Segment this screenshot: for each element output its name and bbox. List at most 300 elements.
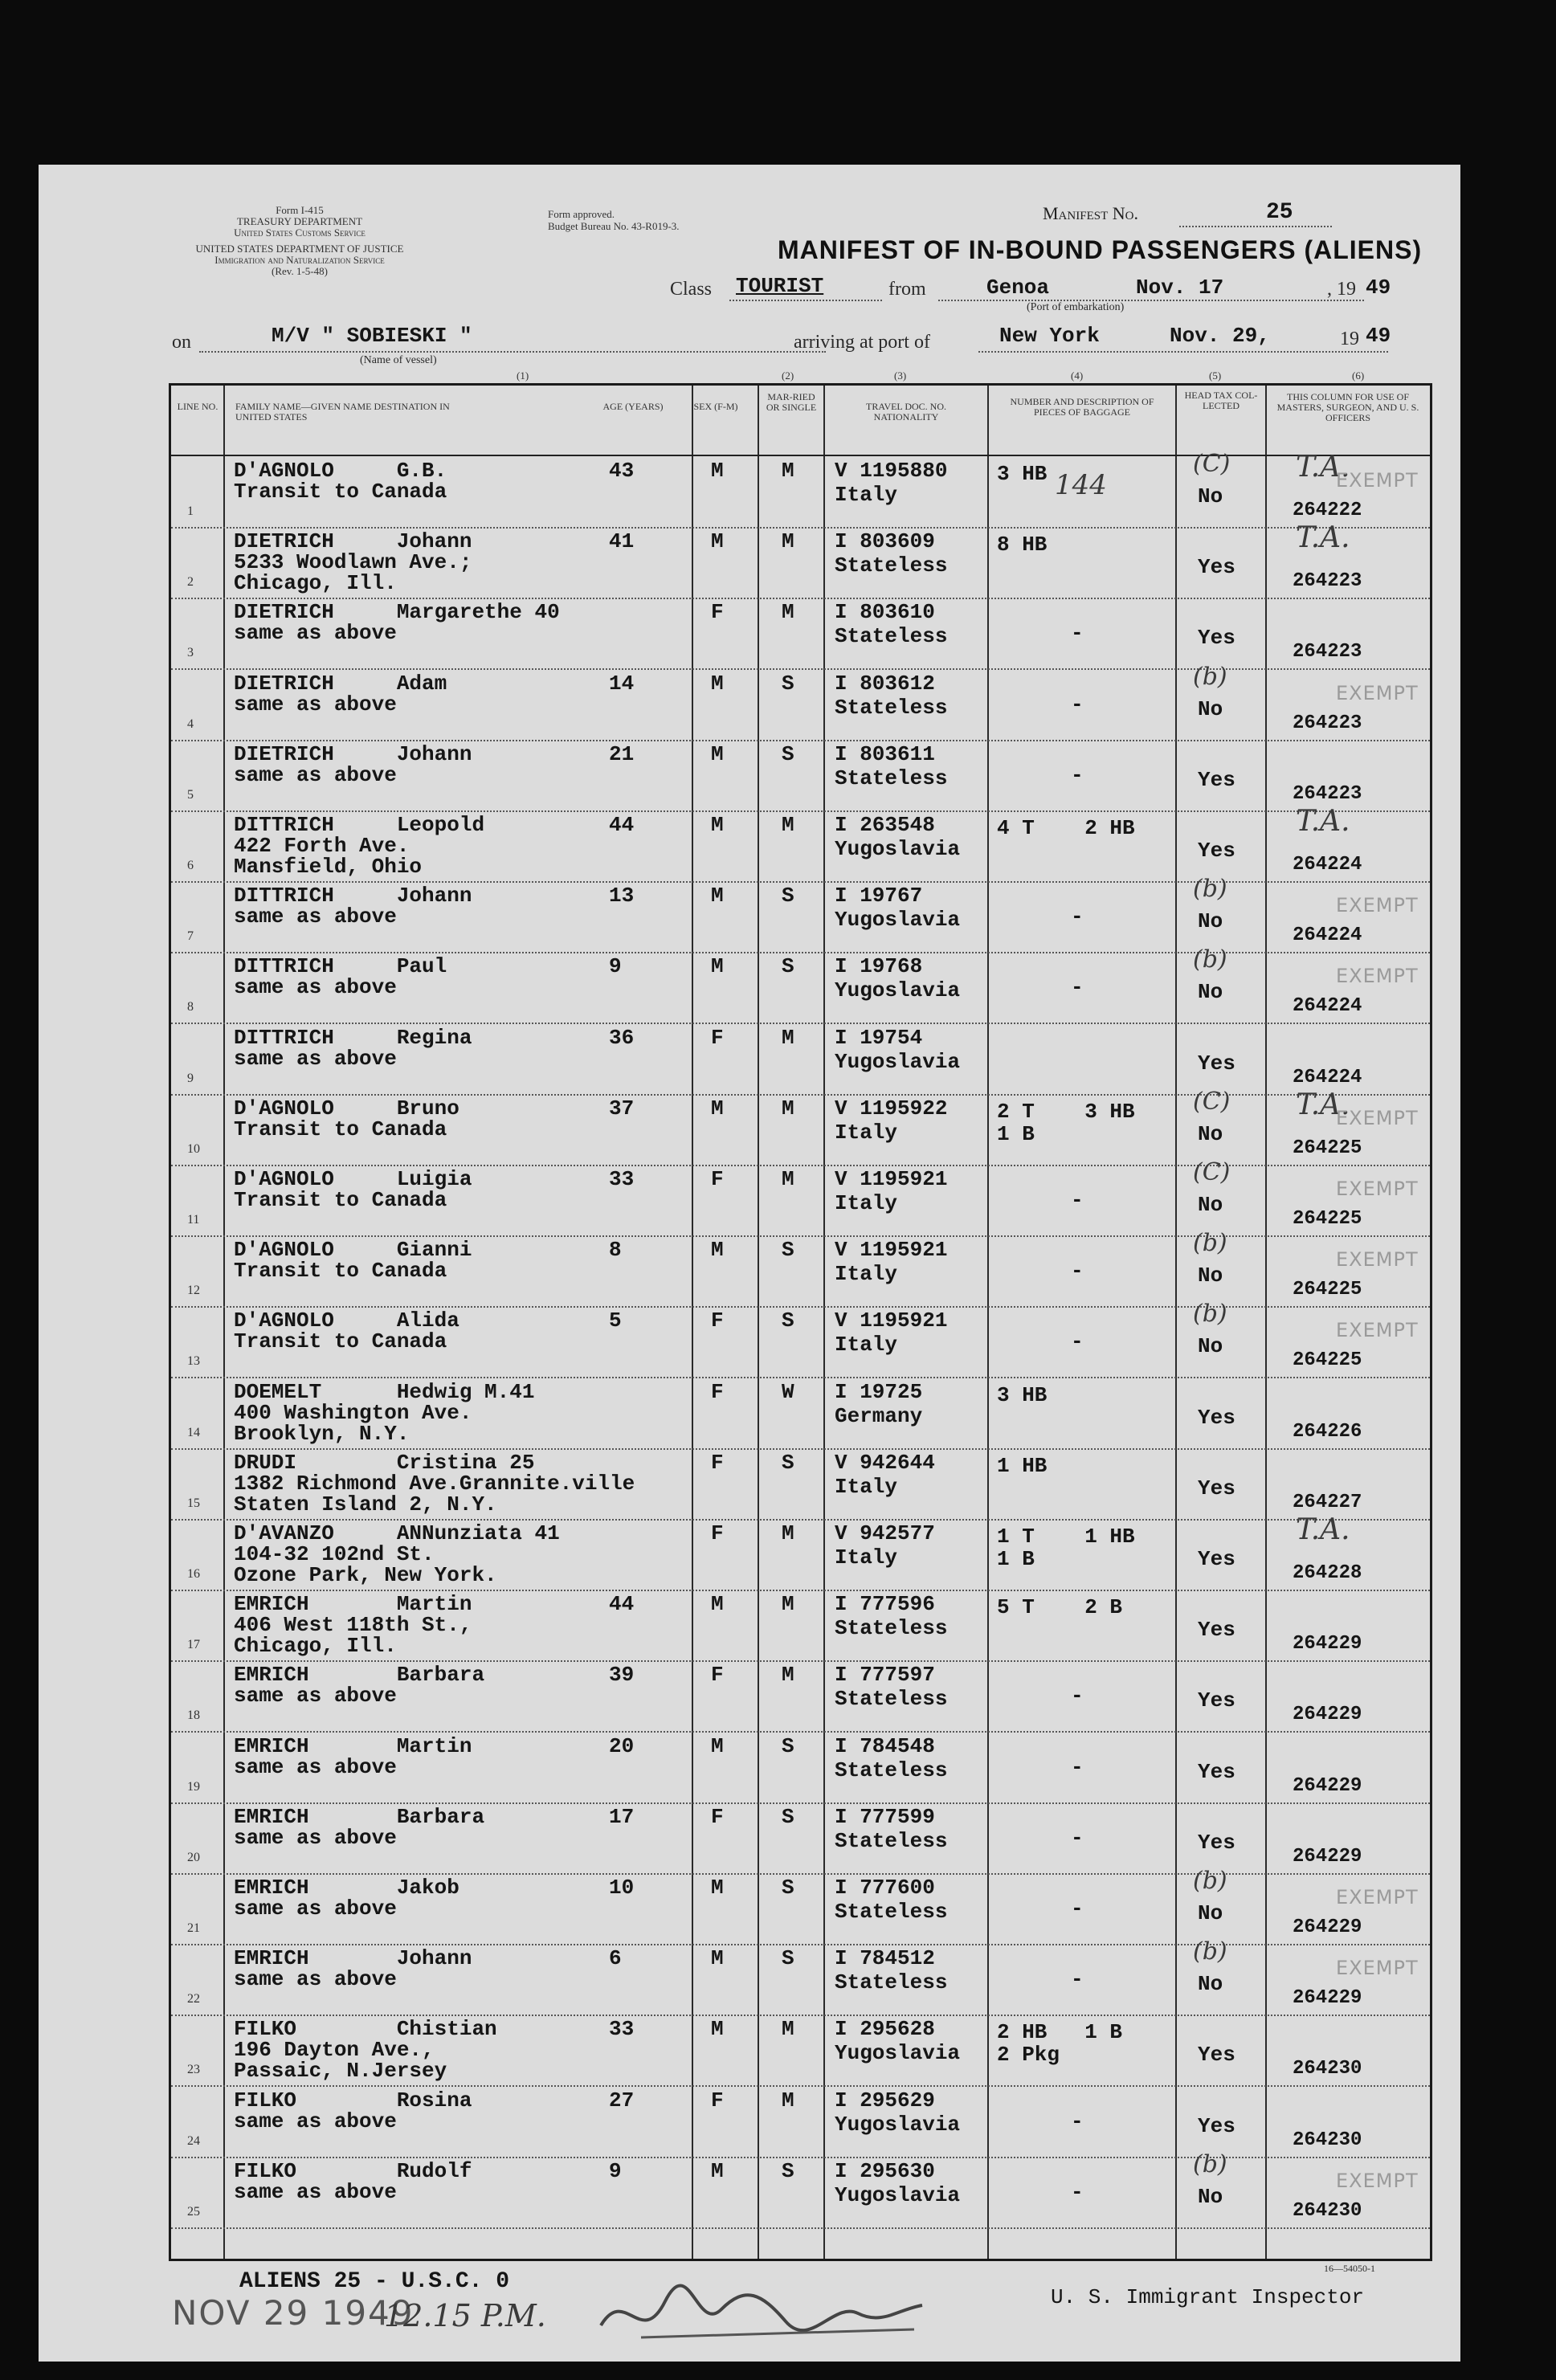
officer-number: 264229 [1293, 1774, 1362, 1797]
arrive-line [978, 351, 1388, 353]
officer-number: 264229 [1293, 1633, 1362, 1655]
head-tax: Yes [1198, 1759, 1235, 1784]
passenger-name: EMRICH Martin [234, 1592, 472, 1617]
age: 5 [609, 1308, 622, 1333]
col-header-baggage: NUMBER AND DESCRIPTION OF PIECES OF BAGGAGE [1010, 396, 1154, 418]
class-line [729, 300, 882, 301]
baggage: - [1071, 692, 1084, 716]
destination: same as above [234, 692, 397, 716]
table-row [171, 2086, 1430, 2158]
handwritten-ta: T.A. [1296, 521, 1350, 555]
officer-number: 264229 [1293, 1845, 1362, 1868]
from-date: Nov. 17 [1136, 276, 1224, 300]
baggage: - [1071, 1259, 1084, 1284]
officer-number: 264224 [1293, 995, 1362, 1018]
exempt-stamp: EXEMPT [1336, 2169, 1419, 2192]
destination: 400 Washington Ave. [234, 1400, 472, 1425]
head-tax: Yes [1198, 555, 1235, 580]
col-header-tax: HEAD TAX COL-LECTED [1184, 390, 1258, 411]
age: 6 [609, 1946, 622, 1971]
date-stamp: NOV 29 1949 [172, 2293, 415, 2333]
destination: same as above [234, 904, 397, 929]
handwritten-tax-code: (C) [1193, 1087, 1231, 1116]
nationality: Stateless [835, 1900, 948, 1924]
table-row [171, 1378, 1430, 1449]
from-line [938, 300, 1364, 301]
destination: same as above [234, 1896, 397, 1921]
line-number: 17 [187, 1638, 200, 1652]
age: 13 [609, 884, 635, 908]
sex: M [711, 1592, 724, 1617]
marital-status: S [782, 1238, 794, 1263]
inspector-signature [593, 2277, 930, 2349]
class-value: TOURIST [736, 274, 824, 298]
sex: M [711, 1946, 724, 1971]
travel-doc-number: V 1195922 [835, 1096, 948, 1121]
approval-block [548, 208, 680, 232]
head-tax: Yes [1198, 1618, 1235, 1643]
passenger-name: EMRICH Barbara [234, 1804, 485, 1829]
travel-doc-number: V 1195921 [835, 1308, 948, 1333]
line-number: 25 [187, 2204, 200, 2219]
table-row [171, 1590, 1430, 1661]
destination: 104-32 102nd St. [234, 1542, 435, 1566]
line-number: 1 [187, 504, 194, 518]
officer-number: 264230 [1293, 2129, 1362, 2151]
passenger-name: D'AGNOLO Gianni [234, 1238, 472, 1263]
nationality: Yugoslavia [835, 2182, 961, 2207]
travel-doc-number: V 942577 [835, 1521, 935, 1545]
officer-number: 264229 [1293, 1704, 1362, 1726]
passenger-name: DIETRICH Adam [234, 671, 447, 696]
baggage: - [1071, 621, 1084, 646]
sex: M [711, 884, 724, 908]
passenger-name: EMRICH Johann [234, 1946, 472, 1971]
nationality: Stateless [835, 553, 948, 578]
class-label: Class [670, 279, 713, 300]
destination: same as above [234, 1046, 397, 1071]
sex: F [711, 1379, 724, 1404]
baggage: - [1071, 975, 1084, 1000]
manifest-number-label: Manifest No. [1043, 203, 1138, 223]
sex: F [711, 1450, 724, 1475]
handwritten-tax-code: (b) [1193, 1937, 1227, 1966]
exempt-stamp: EXEMPT [1336, 1106, 1419, 1129]
baggage-line-2: 2 Pkg [997, 2043, 1060, 2068]
exempt-stamp: EXEMPT [1336, 1248, 1419, 1272]
officer-number: 264225 [1293, 1279, 1362, 1301]
exempt-stamp: EXEMPT [1336, 469, 1419, 492]
baggage: 1 T 1 HB [997, 1525, 1135, 1549]
sex: M [711, 2158, 724, 2183]
table-row [171, 1229, 1430, 1307]
marital-status: M [782, 2088, 794, 2113]
line-number: 22 [187, 1992, 200, 2006]
passenger-name: D'AGNOLO Bruno [234, 1096, 459, 1121]
travel-doc-number: I 19767 [835, 884, 923, 908]
table-row [171, 875, 1430, 953]
marital-status: S [782, 954, 794, 979]
head-tax: No [1198, 1972, 1223, 1997]
sex: M [711, 1733, 724, 1758]
officer-number: 264227 [1293, 1491, 1362, 1513]
line-number: 20 [187, 1850, 200, 1864]
line-number: 10 [187, 1141, 200, 1156]
age: 20 [609, 1733, 635, 1758]
baggage: - [1071, 2179, 1084, 2204]
head-tax: Yes [1198, 839, 1235, 863]
handwritten-tax-code: (b) [1193, 875, 1227, 904]
handwritten-tax-code: (C) [1193, 1158, 1231, 1186]
passenger-name: DITTRICH Leopold [234, 813, 485, 837]
handwritten-ta: T.A. [1296, 1513, 1350, 1546]
table-row [171, 521, 1430, 598]
col-number: (3) [894, 369, 907, 382]
age: 9 [609, 2158, 622, 2183]
baggage: - [1071, 1896, 1084, 1921]
manifest-number-line [1179, 226, 1332, 227]
baggage: - [1071, 762, 1084, 787]
baggage-line-2: 1 B [997, 1121, 1035, 1146]
head-tax: No [1198, 484, 1223, 508]
col-header-officers: THIS COLUMN FOR USE OF MASTERS, SURGEON, AND U. S. OFFICERS [1276, 391, 1419, 423]
sex: F [711, 1308, 724, 1333]
passenger-name: EMRICH Jakob [234, 1876, 459, 1900]
marital-status: M [782, 813, 794, 837]
handwritten-ta: T.A. [1296, 1088, 1350, 1121]
passenger-name: DITTRICH Regina [234, 1025, 472, 1050]
nationality: Stateless [835, 1970, 948, 1995]
destination-line-2: Chicago, Ill. [234, 571, 397, 596]
marital-status: S [782, 671, 794, 696]
destination: same as above [234, 2179, 397, 2204]
destination: Transit to Canada [234, 1117, 447, 1141]
travel-doc-number: I 777596 [835, 1592, 935, 1617]
baggage: - [1071, 904, 1084, 929]
nationality: Yugoslavia [835, 978, 961, 1003]
destination: Transit to Canada [234, 1188, 447, 1212]
line-number: 7 [187, 929, 194, 944]
port-embark-caption: (Port of embarkation) [1027, 301, 1125, 313]
officer-number: 264230 [1293, 2199, 1362, 2222]
age: 41 [609, 529, 635, 554]
handwritten-tax-code: (b) [1193, 662, 1227, 691]
form-revision: (Rev. 1-5-48) [272, 265, 328, 277]
sex: M [711, 1876, 724, 1900]
handwritten-tax-code: (b) [1193, 1867, 1227, 1895]
nationality: Italy [835, 1262, 898, 1287]
handwritten-baggage: 144 [1055, 469, 1107, 501]
line-number: 6 [187, 859, 194, 872]
destination: 406 West 118th St., [234, 1613, 472, 1638]
table-row [171, 1867, 1430, 1945]
sex: M [711, 813, 724, 837]
nationality: Stateless [835, 1828, 948, 1853]
age: 9 [609, 954, 622, 979]
sex: M [711, 459, 724, 483]
sex: M [711, 1238, 724, 1263]
head-tax: Yes [1198, 626, 1235, 651]
age: 21 [609, 741, 635, 766]
inspector-title: U. S. Immigrant Inspector [1051, 2285, 1365, 2309]
from-port: Genoa [986, 276, 1050, 300]
head-tax: Yes [1198, 1476, 1235, 1500]
age: 33 [609, 1167, 635, 1191]
destination-line-2: Ozone Park, New York. [234, 1563, 497, 1587]
age: 14 [609, 671, 635, 696]
manifest-number: 25 [1266, 200, 1293, 225]
destination: same as above [234, 1967, 397, 1992]
baggage: 3 HB [997, 462, 1048, 486]
nationality: Italy [835, 1120, 898, 1145]
marital-status: M [782, 1521, 794, 1545]
baggage-line-2: 1 B [997, 1547, 1035, 1571]
line-number: 21 [187, 1921, 200, 1935]
officer-number: 264224 [1293, 925, 1362, 947]
vessel-name: M/V " SOBIESKI " [272, 324, 472, 348]
arriving-label: arriving at port of [794, 332, 930, 353]
passenger-name: EMRICH Martin [234, 1733, 472, 1758]
officer-number: 264229 [1293, 1917, 1362, 1938]
age: 37 [609, 1096, 635, 1121]
marital-status: M [782, 1167, 794, 1191]
nationality: Yugoslavia [835, 2112, 961, 2137]
table-row [171, 1158, 1430, 1236]
travel-doc-number: I 803611 [835, 741, 935, 766]
table-row [171, 1300, 1430, 1378]
from-label: from [888, 279, 926, 300]
nationality: Stateless [835, 1616, 948, 1641]
age: 8 [609, 1238, 622, 1263]
age: 44 [609, 1592, 635, 1617]
line-number: 2 [187, 575, 194, 590]
table-row [171, 1448, 1430, 1520]
customs-service: United States Customs Service [234, 227, 366, 239]
passenger-name: DITTRICH Johann [234, 884, 472, 908]
destination: Transit to Canada [234, 480, 447, 504]
destination: 196 Dayton Ave., [234, 2038, 435, 2063]
table-row [171, 2149, 1430, 2228]
head-tax: Yes [1198, 1688, 1235, 1713]
sex: F [711, 1521, 724, 1545]
sex: F [711, 1804, 724, 1829]
baggage: - [1071, 2109, 1084, 2133]
nationality: Yugoslavia [835, 908, 961, 933]
destination: 1382 Richmond Ave.Grannite.ville [234, 1471, 635, 1496]
destination: 5233 Woodlawn Ave.; [234, 550, 472, 575]
line-number: 14 [187, 1425, 200, 1439]
table-row [171, 662, 1430, 741]
col-header-line: LINE NO. [177, 401, 218, 412]
nationality: Stateless [835, 1687, 948, 1712]
officer-number: 264225 [1293, 1349, 1362, 1372]
head-tax: No [1198, 1121, 1223, 1146]
sex: F [711, 2088, 724, 2113]
officer-number: 264228 [1293, 1562, 1362, 1584]
passenger-name: D'AGNOLO Alida [234, 1308, 459, 1333]
marital-status: S [782, 884, 794, 908]
line-number: 9 [187, 1071, 194, 1085]
officer-number: 264223 [1293, 782, 1362, 805]
officer-number: 264229 [1293, 1987, 1362, 2010]
col-header-sex: SEX (F-M) [693, 401, 738, 412]
line-number: 3 [187, 646, 194, 660]
passenger-name: DRUDI Cristina 25 [234, 1450, 535, 1475]
age: 39 [609, 1663, 635, 1688]
line-number: 15 [187, 1496, 200, 1510]
age: 27 [609, 2088, 635, 2113]
travel-doc-number: I 784512 [835, 1946, 935, 1971]
line-number: 13 [187, 1354, 200, 1369]
table-row [171, 1732, 1430, 1803]
destination-line-2: Mansfield, Ohio [234, 855, 423, 879]
marital-status: S [782, 1804, 794, 1829]
age: 43 [609, 459, 635, 483]
head-tax: Yes [1198, 1830, 1235, 1855]
travel-doc-number: I 777600 [835, 1876, 935, 1900]
table-row [171, 1660, 1430, 1732]
col-number: (5) [1209, 369, 1222, 382]
age: 44 [609, 813, 635, 837]
head-tax: Yes [1198, 1405, 1235, 1430]
destination: same as above [234, 2109, 397, 2133]
officer-number: 264223 [1293, 712, 1362, 734]
table-row [171, 2015, 1430, 2086]
table-row [171, 1023, 1430, 1095]
form-agency-block [167, 205, 432, 277]
line-number: 24 [187, 2133, 200, 2148]
travel-doc-number: I 19725 [835, 1379, 923, 1404]
nationality: Yugoslavia [835, 1049, 961, 1074]
line-number: 8 [187, 1000, 194, 1014]
col-number: (1) [517, 369, 529, 382]
exempt-stamp: EXEMPT [1336, 1178, 1419, 1200]
form-approved: Form approved. [548, 208, 615, 220]
baggage: 2 T 3 HB [997, 1099, 1135, 1124]
table-row [171, 1802, 1430, 1874]
table-row [171, 1937, 1430, 2015]
arrive-year-prefix: 19 [1340, 329, 1359, 349]
head-tax: Yes [1198, 1051, 1235, 1076]
col-number: (2) [782, 369, 794, 382]
destination-line-2: Brooklyn, N.Y. [234, 1421, 410, 1446]
handwritten-tax-code: (b) [1193, 1300, 1227, 1329]
travel-doc-number: I 803612 [835, 671, 935, 696]
travel-doc-number: I 803610 [835, 600, 935, 625]
exempt-stamp: EXEMPT [1336, 1886, 1419, 1908]
line-number: 23 [187, 2063, 200, 2077]
marital-status: M [782, 1592, 794, 1617]
head-tax: No [1198, 1263, 1223, 1288]
marital-status: W [782, 1379, 794, 1404]
handwritten-ta: T.A. [1296, 805, 1350, 838]
col-number: (6) [1352, 369, 1365, 382]
handwritten-tax-code: (b) [1193, 1229, 1227, 1258]
officer-number: 264225 [1293, 1208, 1362, 1230]
marital-status: M [782, 529, 794, 554]
travel-doc-number: I 784548 [835, 1733, 935, 1758]
travel-doc-number: I 295630 [835, 2158, 935, 2183]
baggage: 1 HB [997, 1453, 1048, 1478]
sex: F [711, 1663, 724, 1688]
handwritten-time: 12.15 P.M. [384, 2298, 546, 2333]
nationality: Yugoslavia [835, 837, 961, 861]
vessel-line [199, 351, 826, 353]
form-code: 16—54050-1 [1324, 2263, 1375, 2274]
marital-status: S [782, 1733, 794, 1758]
baggage: 3 HB [997, 1382, 1048, 1407]
nationality: Stateless [835, 624, 948, 649]
destination: same as above [234, 1825, 397, 1850]
destination-line-2: Chicago, Ill. [234, 1634, 397, 1659]
destination: same as above [234, 762, 397, 787]
handwritten-ta: T.A. [1296, 451, 1350, 484]
passenger-name: DITTRICH Paul [234, 954, 447, 979]
passenger-name: FILKO Rudolf [234, 2158, 472, 2183]
destination: Transit to Canada [234, 1329, 447, 1354]
arrive-year: 49 [1366, 324, 1391, 348]
baggage: - [1071, 1754, 1084, 1779]
sex: M [711, 671, 724, 696]
passenger-name: FILKO Chistian [234, 2017, 497, 2042]
destination-line-2: Staten Island 2, N.Y. [234, 1492, 497, 1517]
passenger-name: D'AVANZO ANNunziata 41 [234, 1521, 560, 1545]
marital-status: M [782, 1663, 794, 1688]
sex: F [711, 1025, 724, 1050]
line-number: 18 [187, 1708, 200, 1723]
officer-number: 264222 [1293, 500, 1362, 521]
nationality: Italy [835, 1474, 898, 1499]
table-row [171, 450, 1430, 528]
exempt-stamp: EXEMPT [1336, 681, 1419, 704]
age: 36 [609, 1025, 635, 1050]
travel-doc-number: V 942644 [835, 1450, 935, 1475]
marital-status: S [782, 1946, 794, 1971]
table-row [171, 1087, 1430, 1166]
baggage: 5 T 2 B [997, 1595, 1123, 1620]
sex: F [711, 600, 724, 625]
line-number: 19 [187, 1779, 200, 1794]
age: 10 [609, 1876, 635, 1900]
travel-doc-number: I 777597 [835, 1663, 935, 1688]
handwritten-tax-code: (C) [1193, 450, 1231, 478]
marital-status: M [782, 600, 794, 625]
table-row [171, 945, 1430, 1023]
destination-line-2: Passaic, N.Jersey [234, 2059, 447, 2084]
destination: same as above [234, 1684, 397, 1708]
row-rule [171, 2227, 1430, 2229]
justice-dept: UNITED STATES DEPARTMENT OF JUSTICE [195, 243, 404, 255]
exempt-stamp: EXEMPT [1336, 1957, 1419, 1980]
baggage: - [1071, 1967, 1084, 1992]
head-tax: No [1198, 1193, 1223, 1217]
nationality: Italy [835, 1333, 898, 1357]
arrive-date: Nov. 29, [1170, 324, 1270, 348]
nationality: Italy [835, 1191, 898, 1215]
nationality: Stateless [835, 765, 948, 790]
budget-bureau: Budget Bureau No. 43-R019-3. [548, 220, 680, 232]
sex: F [711, 1167, 724, 1191]
exempt-stamp: EXEMPT [1336, 965, 1419, 988]
baggage: 2 HB 1 B [997, 2020, 1123, 2045]
travel-doc-number: V 1195880 [835, 459, 948, 483]
marital-status: S [782, 2158, 794, 2183]
passenger-name: D'AGNOLO Luigia [234, 1167, 472, 1191]
destination: same as above [234, 1754, 397, 1779]
passenger-name: DIETRICH Johann [234, 529, 472, 554]
passenger-name: EMRICH Barbara [234, 1663, 485, 1688]
baggage: - [1071, 1825, 1084, 1850]
